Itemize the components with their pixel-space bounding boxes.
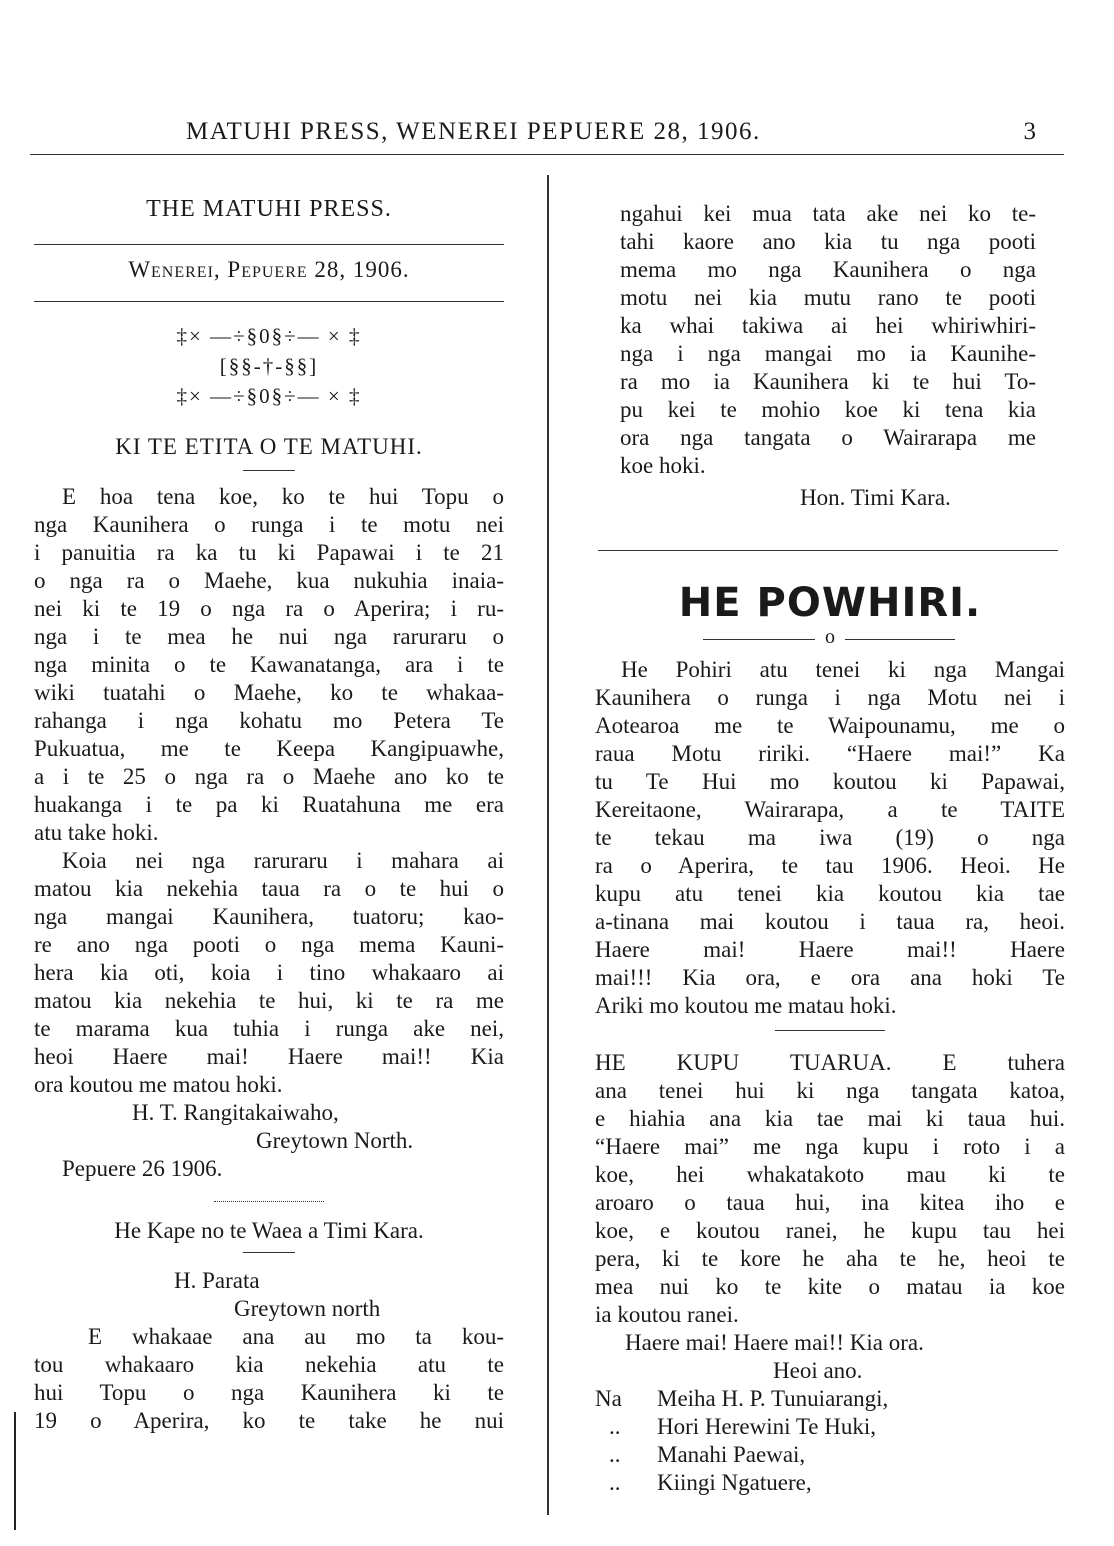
section-dotted-rule <box>214 1201 324 1202</box>
letter-line: hera kia oti, koia i tino whakaaro ai <box>34 960 504 985</box>
right-column-continued <box>620 200 1036 512</box>
signatory-name: Kiingi Ngatuere, <box>657 1470 812 1495</box>
signatory-row <box>595 1385 1065 1413</box>
ornament-rule-left <box>703 639 815 640</box>
telegram-place: Greytown north <box>234 1296 381 1321</box>
letter-line: nga i te mea he nui nga raruraru o <box>34 624 504 649</box>
continued-line: ra mo ia Kaunihera ki te hui To- <box>620 369 1036 394</box>
telegram-body <box>34 1267 504 1435</box>
letter-line: Koia nei nga raruraru i mahara ai <box>62 848 504 873</box>
powhiri-line: a-tinana mai koutou i taua ra, heoi. <box>595 909 1065 934</box>
letter-line: rahanga i nga kohatu mo Petera Te <box>34 708 504 733</box>
ornament-line: [§§-†-§§] <box>219 354 319 378</box>
continued-line: ngahui kei mua tata ake nei ko te- <box>620 201 1036 226</box>
powhiri-line: raua Motu ririki. “Haere mai!” Ka <box>595 741 1065 766</box>
kupu-line: koe, e koutou ranei, he kupu tau hei <box>595 1218 1065 1243</box>
letter-line: E hoa tena koe, ko te hui Topu o <box>62 484 504 509</box>
letter-line: o nga ra o Maehe, kua nukuhia inaia- <box>34 568 504 593</box>
kupu-body <box>595 1049 1065 1385</box>
powhiri-line: Kaunihera o runga i nga Motu nei i <box>595 685 1065 710</box>
letter-signature-place: Greytown North. <box>256 1128 414 1153</box>
column-divider <box>547 175 549 1515</box>
powhiri-line: Ariki mo koutou me matau hoki. <box>595 993 897 1018</box>
letter-body <box>34 483 504 1183</box>
closing-line: Haere mai! Haere mai!! Kia ora. <box>625 1330 924 1355</box>
dateline: Wenerei, Pepuere 28, 1906. <box>128 257 410 282</box>
running-title: MATUHI PRESS, WENEREI PEPUERE 28, 1906. <box>186 118 761 145</box>
telegram-line: hui Topu o nga Kaunihera ki te <box>34 1380 504 1405</box>
letter-date: Pepuere 26 1906. <box>62 1156 223 1181</box>
telegram-rule <box>243 1252 295 1253</box>
heoi-ano: Heoi ano. <box>773 1358 863 1383</box>
continued-signature: Hon. Timi Kara. <box>800 485 951 510</box>
ornament-line: ‡× —÷§0§÷— × ‡ <box>176 324 362 348</box>
telegram-addressee: H. Parata <box>174 1268 260 1293</box>
letter-line: matou kia nekehia taua ra o te hui o <box>34 876 504 901</box>
letter-line: matou kia nekehia te hui, ki te ra me <box>34 988 504 1013</box>
powhiri-line: Kereitaone, Wairarapa, a te TAITE <box>595 797 1065 822</box>
powhiri-section <box>595 580 1065 1497</box>
signatory-row <box>595 1441 1065 1469</box>
telegram-heading: He Kape no te Waea a Timi Kara. <box>114 1218 424 1243</box>
letter-line: re ano nga pooti o nga mema Kauni- <box>34 932 504 957</box>
section-rule <box>598 550 1058 551</box>
letter-line: nga mangai Kaunihera, tuatoru; kao- <box>34 904 504 929</box>
powhiri-line: mai!!! Kia ora, e ora ana hoki Te <box>595 965 1065 990</box>
kupu-line: HE KUPU TUARUA. E tuhera <box>595 1050 1065 1075</box>
signatory-row <box>595 1469 1065 1497</box>
kupu-line: e hiahia ana kia tae mai ki taua hui. <box>595 1106 1065 1131</box>
telegram-line: E whakaae ana au mo ta kou- <box>88 1324 504 1349</box>
powhiri-line: te tekau ma iwa (19) o nga <box>595 825 1065 850</box>
continued-line: ora nga tangata o Wairarapa me <box>620 425 1036 450</box>
page-header <box>30 118 1064 155</box>
continued-line: nga i nga mangai mo ia Kaunihe- <box>620 341 1036 366</box>
letter-line: a i te 25 o nga ra o Maehe ano ko te <box>34 764 504 789</box>
kupu-line: pera, ki te kore he aha te he, heoi te <box>595 1246 1065 1271</box>
letter-line: huakanga i te pa ki Ruatahuna me era <box>34 792 504 817</box>
kupu-line: koe, hei whakatakoto mau ki te <box>595 1162 1065 1187</box>
letter-line: ora koutou me matou hoki. <box>34 1072 283 1097</box>
powhiri-body <box>595 656 1065 1020</box>
signatory-prefix: Na <box>595 1386 622 1411</box>
powhiri-line: Aotearoa me te Waipounamu, me o <box>595 713 1065 738</box>
margin-rule <box>14 1412 16 1530</box>
masthead: THE MATUHI PRESS. <box>146 196 392 222</box>
ornament-block <box>34 324 504 414</box>
kupu-rule <box>775 1030 885 1031</box>
powhiri-line: He Pohiri atu tenei ki nga Mangai <box>621 657 1065 682</box>
powhiri-ornament-row <box>595 628 1065 652</box>
powhiri-line: kupu atu tenei kia koutou kia tae <box>595 881 1065 906</box>
ornament-rule-right <box>845 639 955 640</box>
signatory-name: Manahi Paewai, <box>657 1442 806 1467</box>
powhiri-line: ra o Aperira, te tau 1906. Heoi. He <box>595 853 1065 878</box>
signatory-prefix: .. <box>609 1414 621 1439</box>
continued-line: pu kei te mohio koe ki tena kia <box>620 397 1036 422</box>
letter-line: heoi Haere mai! Haere mai!! Kia <box>34 1044 504 1069</box>
letter-line: atu take hoki. <box>34 820 159 845</box>
kupu-line: mea nui ko te kite o matau ia koe <box>595 1274 1065 1299</box>
kupu-line: aroaro o taua hui, ina kitea iho e <box>595 1190 1065 1215</box>
letter-heading: KI TE ETITA O TE MATUHI. <box>115 434 423 459</box>
signatory-prefix: .. <box>609 1442 621 1467</box>
signatory-row <box>595 1413 1065 1441</box>
letter-line: nga minita o te Kawanatanga, ara i te <box>34 652 504 677</box>
continued-line: ka whai takiwa ai hei whiriwhiri- <box>620 313 1036 338</box>
kupu-line: “Haere mai” me nga kupu i roto i a <box>595 1134 1065 1159</box>
powhiri-line: Haere mai! Haere mai!! Haere <box>595 937 1065 962</box>
letter-line: Pukuatua, me te Keepa Kangipuawhe, <box>34 736 504 761</box>
powhiri-ornament: o <box>825 626 835 648</box>
continued-line: mema mo nga Kaunihera o nga <box>620 257 1036 282</box>
continued-line: koe hoki. <box>620 453 706 478</box>
telegram-line: 19 o Aperira, ko te take he nui <box>34 1408 504 1433</box>
continued-line: motu nei kia mutu rano te pooti <box>620 285 1036 310</box>
continued-line: tahi kaore ano kia tu nga pooti <box>620 229 1036 254</box>
letter-signature-name: H. T. Rangitakaiwaho, <box>132 1100 339 1125</box>
heading-rule <box>243 470 295 471</box>
signatory-name: Meiha H. P. Tunuiarangi, <box>657 1386 889 1411</box>
kupu-line: ia koutou ranei. <box>595 1302 739 1327</box>
kupu-line: ana tenei hui ki nga tangata katoa, <box>595 1078 1065 1103</box>
telegram-line: tou whakaaro kia nekehia atu te <box>34 1352 504 1377</box>
left-column <box>34 180 504 1435</box>
letter-line: i panuitia ra ka tu ki Papawai i te 21 <box>34 540 504 565</box>
page-number: 3 <box>1023 118 1036 145</box>
signatory-name: Hori Herewini Te Huki, <box>657 1414 876 1439</box>
signatory-prefix: .. <box>609 1470 621 1495</box>
letter-line: nei ki te 19 o nga ra o Aperira; i ru- <box>34 596 504 621</box>
masthead-rule <box>34 244 504 245</box>
letter-line: te marama kua tuhia i runga ake nei, <box>34 1016 504 1041</box>
ornament-line: ‡× —÷§0§÷— × ‡ <box>176 384 362 408</box>
powhiri-line: tu Te Hui mo koutou ki Papawai, <box>595 769 1065 794</box>
signatories <box>595 1385 1065 1497</box>
letter-line: wiki tuatahi o Maehe, ko te whakaa- <box>34 680 504 705</box>
dateline-rule <box>34 301 504 302</box>
letter-line: nga Kaunihera o runga i te motu nei <box>34 512 504 537</box>
powhiri-title: HE POWHIRI. <box>678 580 982 626</box>
